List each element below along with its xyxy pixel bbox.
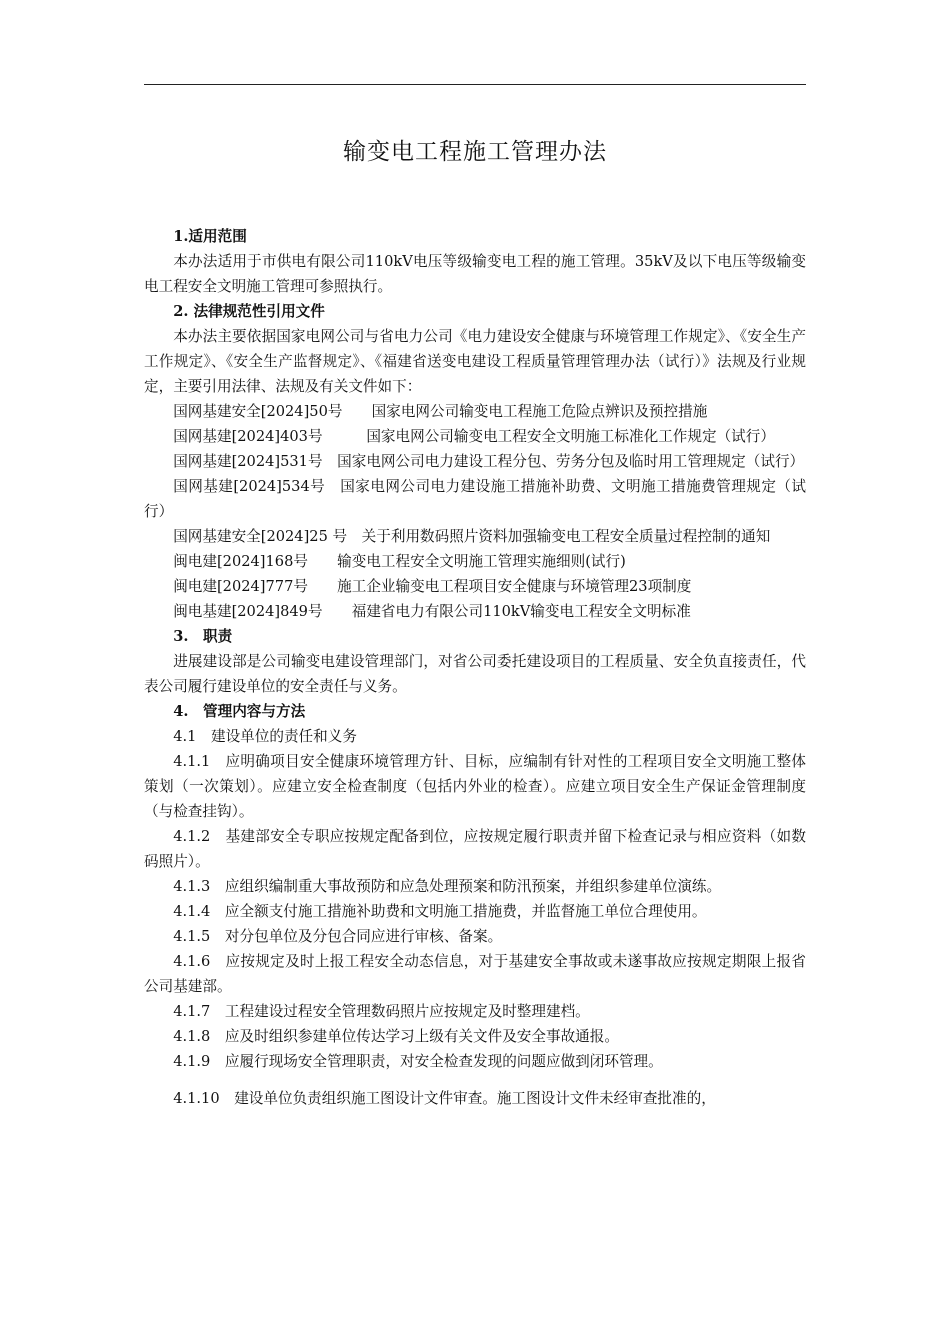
section-heading: 4. 管理内容与方法 [173,703,306,720]
section-heading: 2. 法律规范性引用文件 [173,303,325,320]
paragraph: 4.1.2 基建部安全专职应按规定配备到位，应按规定履行职责并留下检查记录与相应资料（如数码照片）。 [144,828,806,870]
paragraph: 闽电建[2024]168号 输变电工程安全文明施工管理实施细则(试行) [173,553,626,570]
header-rule [144,84,806,85]
paragraph: 4.1.6 应按规定及时上报工程安全动态信息，对于基建安全事故或未遂事故应按规定期限上报省公司基建部。 [144,953,806,995]
paragraph: 4.1.10 建设单位负责组织施工图设计文件审查。施工图设计文件未经审查批准的， [173,1090,716,1107]
paragraph: 4.1.5 对分包单位及分包合同应进行审核、备案。 [173,928,503,945]
paragraph: 4.1 建设单位的责任和义务 [173,728,357,745]
paragraph: 本办法适用于市供电有限公司110kV电压等级输变电工程的施工管理。35kV及以下电压等级输变电工程安全文明施工管理可参照执行。 [144,253,806,295]
paragraph: 进展建设部是公司输变电建设管理部门，对省公司委托建设项目的工程质量、安全负直接责任，代表公司履行建设单位的安全责任与义务。 [144,653,806,695]
paragraph-spacer [144,1074,806,1086]
section-heading: 3. 职责 [173,628,233,645]
paragraph: 4.1.7 工程建设过程安全管理数码照片应按规定及时整理建档。 [173,1003,590,1020]
paragraph: 闽电建[2024]777号 施工企业输变电工程项目安全健康与环境管理23项制度 [173,578,692,595]
paragraph: 国网基建安全[2024]25 号 关于利用数码照片资料加强输变电工程安全质量过程控制的通知 [173,528,771,545]
paragraph: 4.1.4 应全额支付施工措施补助费和文明施工措施费，并监督施工单位合理使用。 [173,903,707,920]
paragraph: 4.1.8 应及时组织参建单位传达学习上级有关文件及安全事故通报。 [173,1028,619,1045]
paragraph: 国网基建[2024]531号 国家电网公司电力建设工程分包、劳务分包及临时用工管理规定（试行） [173,453,805,470]
paragraph: 闽电基建[2024]849号 福建省电力有限公司110kV输变电工程安全文明标准 [173,603,691,620]
section-heading: 1.适用范围 [173,228,247,245]
document-body [144,224,806,1111]
paragraph: 国网基建[2024]534号 国家电网公司电力建设施工措施补助费、文明施工措施费管理规定（试行） [144,478,806,520]
paragraph: 4.1.3 应组织编制重大事故预防和应急处理预案和防汛预案，并组织参建单位演练。 [173,878,722,895]
paragraph: 本办法主要依据国家电网公司与省电力公司《电力建设安全健康与环境管理工作规定》、《安全生产工作规定》、《安全生产监督规定》、《福建省送变电建设工程质量管理管理办法（试行）》法规及行业规定，主要引用法律、法规及有关文件如下： [144,328,806,395]
paragraph: 4.1.1 应明确项目安全健康环境管理方针、目标，应编制有针对性的工程项目安全文明施工整体策划（一次策划）。应建立安全检查制度（包括内外业的检查）。应建立项目安全生产保证金管理制度（与检查挂钩）。 [144,753,806,820]
document-title: 输变电工程施工管理办法 [343,139,607,165]
paragraph: 国网基建安全[2024]50号 国家电网公司输变电工程施工危险点辨识及预控措施 [173,403,708,420]
paragraph: 国网基建[2024]403号 国家电网公司输变电工程安全文明施工标准化工作规定（试行） [173,428,775,445]
paragraph: 4.1.9 应履行现场安全管理职责，对安全检查发现的问题应做到闭环管理。 [173,1053,663,1070]
